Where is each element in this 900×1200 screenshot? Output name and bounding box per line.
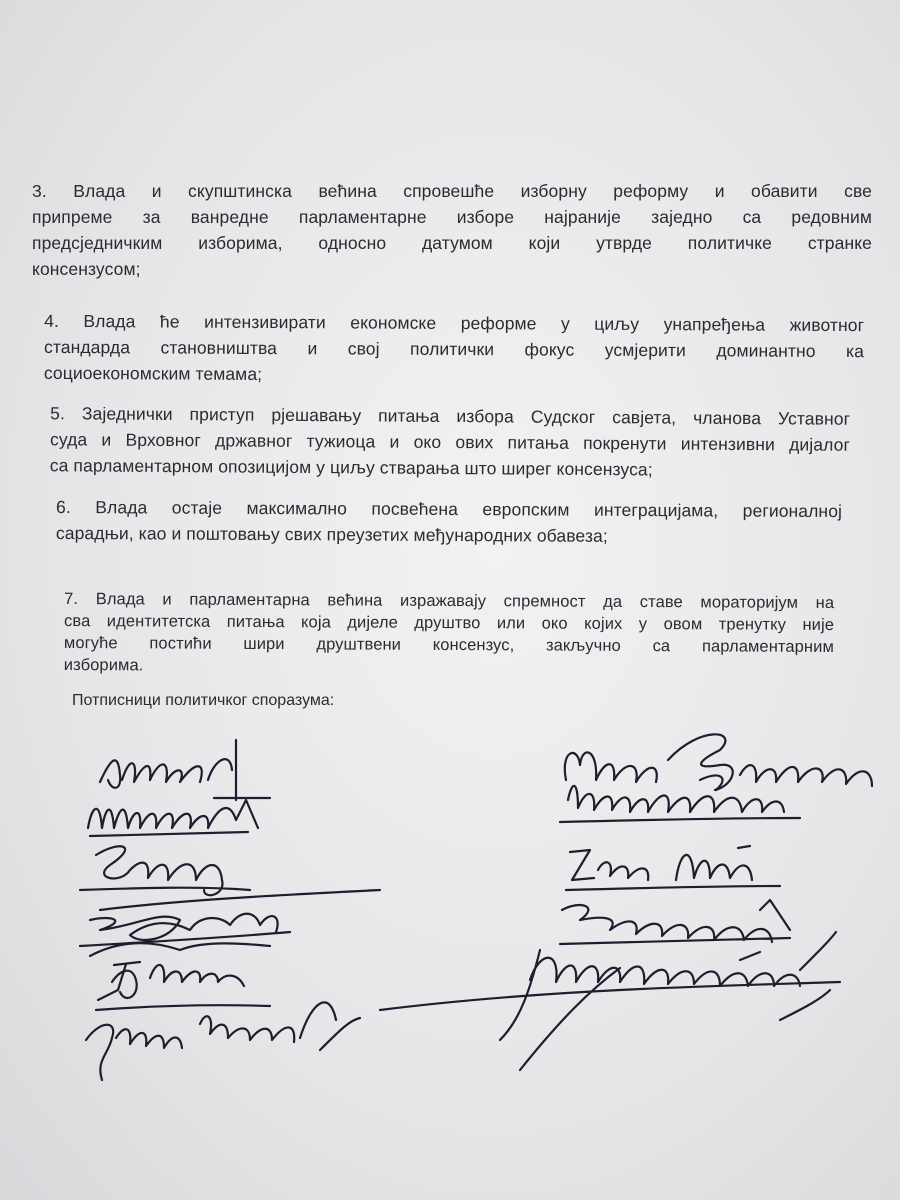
text-line: могуће постићи шири друштвени консензус, закључно са парламентарним [63, 633, 834, 657]
text-line: консензусом; [32, 259, 141, 279]
text-line: 4. Влада ће интензивирати економске реформе у циљу унапређења животног [44, 310, 865, 336]
signature-3 [80, 846, 380, 910]
signature-5 [96, 962, 270, 1010]
text-line: сарадњи, као и поштовању свих преузетих међународних обавеза; [55, 522, 608, 546]
paragraph-5 [50, 400, 851, 484]
text-line: 6. Влада остаје максимално посвећена европским интеграцијама, регионалној [56, 496, 843, 522]
paragraph-7 [64, 588, 834, 680]
signature-6 [86, 1002, 360, 1080]
paragraph-3 [32, 178, 872, 282]
signature-7 [565, 734, 872, 790]
paragraph-4 [44, 308, 864, 390]
text-line: суда и Врховног државног тужиоца и око ових питања покренути интензивни дијалог [49, 429, 851, 455]
text-line: 5. Заједнички приступ рјешавању питања избора Судског савјета, чланова Уставног [50, 403, 851, 429]
text-line: 7. Влада и парламентарна већина изражавају спремност да ставе мораторијум на [64, 589, 835, 613]
signature-8 [560, 775, 800, 822]
signature-1 [100, 740, 270, 800]
text-line: 3. Влада и скупштинска већина спровешће изборну реформу и обавити све [32, 181, 872, 201]
text-line: изборима. [63, 655, 144, 675]
text-line: социоекономским темама; [43, 362, 263, 384]
text-line: припреме за ванредне парламентарне изборе најраније заједно са редовним [32, 207, 872, 227]
text-line: стандарда становништва и свој политички фокус усмјерити доминантно ка [43, 336, 865, 362]
signatories-label: Потписници политичког споразума: [72, 692, 335, 709]
signature-4 [80, 914, 290, 956]
signature-2 [88, 800, 258, 836]
text-line: са парламентарном опозицијом у циљу стварања што ширег консензуса; [49, 455, 653, 480]
signature-10 [560, 900, 790, 944]
paragraph-6 [56, 494, 842, 550]
signature-11 [380, 932, 840, 1070]
text-line: предсједничким изборима, односно датумом који утврде политичке странке [32, 233, 872, 253]
signatures-area [0, 720, 900, 1140]
text-line: сва идентитетска питања која дијеле друштво или око којих у овом тренутку није [64, 611, 835, 635]
signature-9 [566, 846, 780, 890]
